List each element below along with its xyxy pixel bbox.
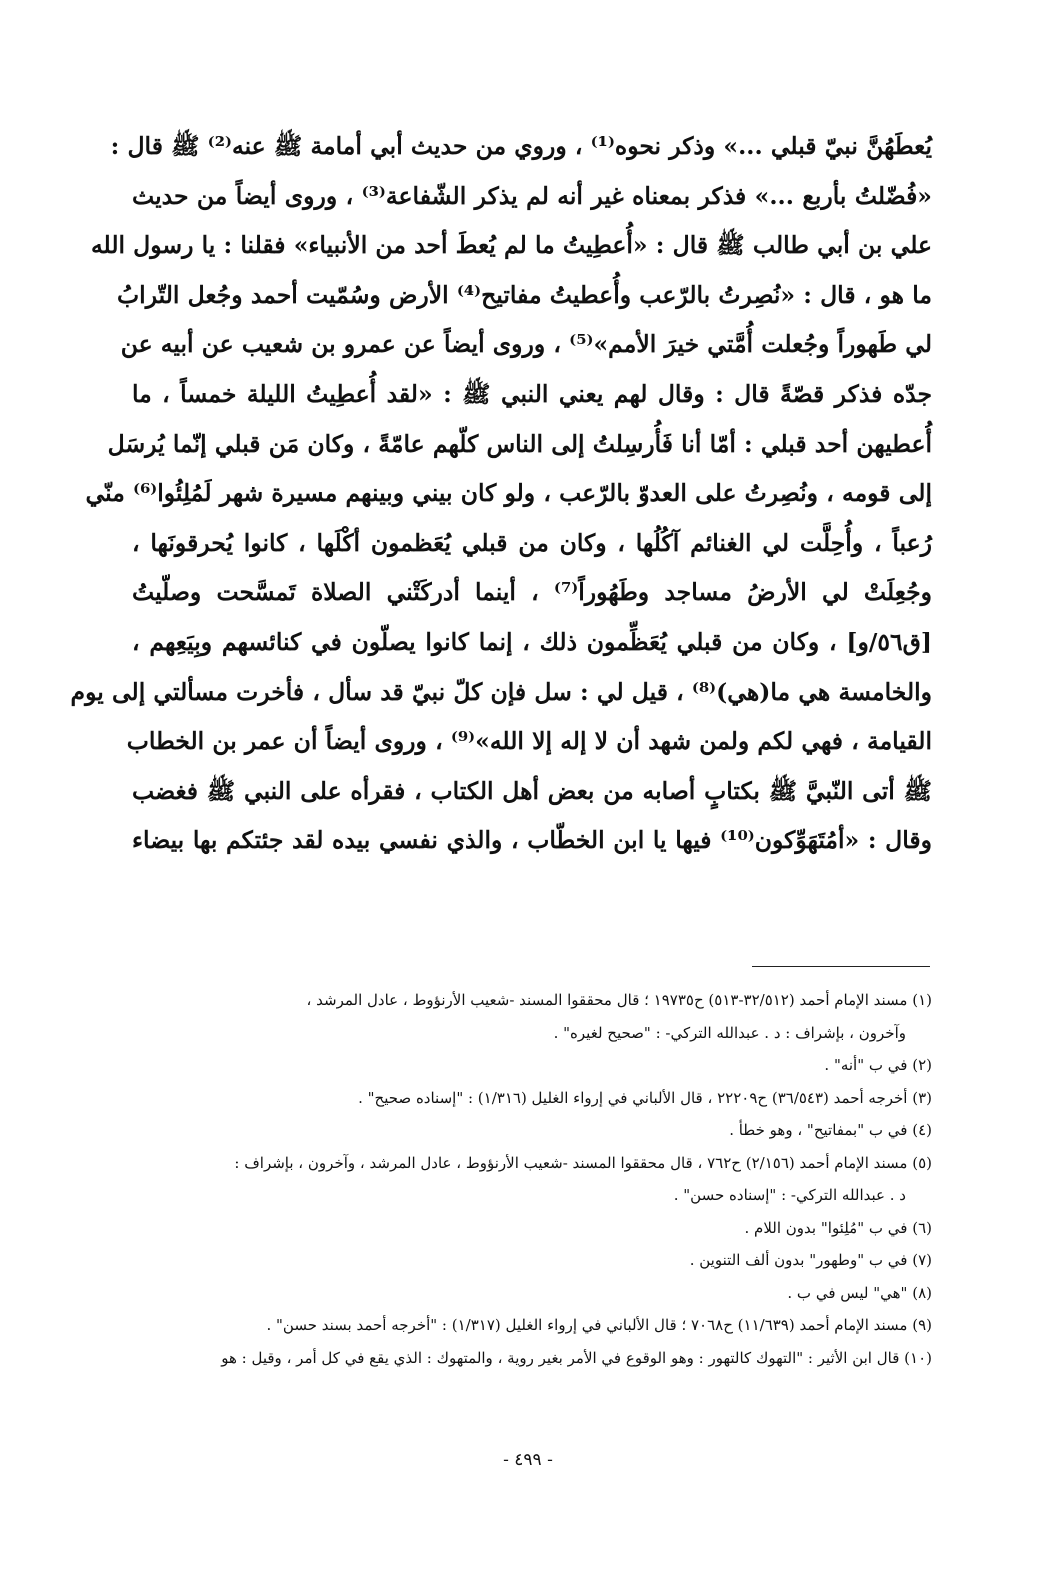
main-text [70, 122, 932, 866]
text-line: «فُضّلتُ بأربع ...» فذكر بمعناه غير أنه لم يذكر الشّفاعة⁽³⁾ ، وروى أيضاً من حديث [132, 181, 932, 210]
footnote-continuation: وآخرون ، بإشراف : د . عبدالله التركي- : "صحيح لغيره" . [553, 1023, 906, 1042]
text-line: علي بن أبي طالب ﷺ قال : «أُعطِيتُ ما لم يُعطَ أحد من الأنبياء» فقلنا : يا رسول الله [90, 231, 932, 260]
footnote: (٥) مسند الإمام أحمد (٢/١٥٦) ح٧٦٢ ، قال محققوا المسند -شعيب الأرنؤوط ، عادل المرشد ، وآخرون ، بإشراف : [234, 1153, 932, 1172]
footnote: (٦) في ب "مُلِئوا" بدون اللام . [744, 1218, 932, 1237]
text-line: والخامسة هي ما(هي)⁽⁸⁾ ، قيل لي : سل فإن كلّ نبيّ قد سأل ، فأخرت مسألتي إلى يوم [70, 677, 932, 706]
footnote-divider [752, 966, 930, 967]
text-line: جدّه فذكر قصّةً قال : وقال لهم يعني النبي ﷺ : «لقد أُعطِيتُ الليلة خمساً ، ما [132, 379, 932, 408]
text-line: أُعطيهن أحد قبلي : أمّا أنا فَأُرسِلتُ إلى الناس كلّهم عامّةً ، وكان مَن قبلي إنّما يُرسَل [107, 429, 932, 458]
footnote: (٢) في ب "أنه" . [824, 1056, 932, 1074]
page-number: - ٤٩٩ - [503, 1450, 553, 1470]
footnote: (٨) "هي" ليس في ب . [787, 1283, 932, 1302]
text-line: ﷺ أتى النّبيَّ ﷺ بكتابٍ أصابه من بعض أهل الكتاب ، فقرأه على النبي ﷺ فغضب [132, 776, 932, 805]
text-line: القيامة ، فهي لكم ولمن شهد أن لا إله إلا الله»⁽⁹⁾ ، وروى أيضاً أن عمر بن الخطاب [126, 727, 932, 756]
text-line: رُعباً ، وأُحِلَّت لي الغنائم آكُلُها ، وكان من قبلي يُعَظمون أكْلَها ، كانوا يُحرقونَها ، [132, 528, 932, 557]
text-line: [ق٥٦/و] ، وكان من قبلي يُعَظِّمون ذلك ، إنما كانوا يصلّون في كنائسهم وبِيَعِهم ، [132, 627, 932, 656]
footnote: (١٠) قال ابن الأثير : "التهوك كالتهور : وهو الوقوع في الأمر بغير روية ، والمتهوك : الذي يقع في كل أمر ، وقيل : هو [221, 1348, 932, 1367]
text-line: لي طَهوراً وجُعلت أُمَّتي خيرَ الأمم»⁽⁵⁾ ، وروى أيضاً عن عمرو بن شعيب عن أبيه عن [120, 330, 932, 359]
text-line: وقال : «أمُتَهَوِّكون⁽¹⁰⁾ فيها يا ابن الخطّاب ، والذي نفسي بيده لقد جئتكم بها بيضاء [132, 826, 932, 855]
text-line: إلى قومه ، ونُصِرتُ على العدوّ بالرّعب ، ولو كان بيني وبينهم مسيرة شهر لَمُلِئُوا⁽⁶⁾ منّي [85, 479, 932, 508]
footnote: (٤) في ب "بمفاتيح" ، وهو خطأ . [729, 1121, 932, 1139]
footnote-continuation: د . عبدالله التركي- : "إسناده حسن" . [673, 1186, 906, 1204]
text-line: ما هو ، قال : «نُصِرتُ بالرّعب وأُعطيتُ مفاتيح⁽⁴⁾ الأرض وسُمّيت أحمد وجُعل التّرابُ [117, 280, 932, 309]
footnote: (١) مسند الإمام أحمد (٣٢/٥١٢-٥١٣) ح١٩٧٣٥ ؛ قال محققوا المسند -شعيب الأرنؤوط ، عادل المرشد ، [306, 991, 932, 1009]
text-line: وجُعِلَتْ لي الأرضُ مساجد وطَهُوراً⁽⁷⁾ ، أينما أدركَتْني الصلاة تَمسَّحت وصلّيتُ [132, 578, 932, 607]
footnote: (٧) في ب "وطهور" بدون ألف التنوين . [689, 1251, 932, 1269]
footnote: (٩) مسند الإمام أحمد (١١/٦٣٩) ح٧٠٦٨ ؛ قال الألباني في إرواء الغليل (١/٣١٧) : "أخرجه أحمد بسند حسن" . [266, 1316, 932, 1334]
footnotes [120, 984, 932, 1374]
text-line: يُعطَهُنَّ نبيّ قبلي ...» وذكر نحوه⁽¹⁾ ، وروي من حديث أبي أمامة ﷺ عنه⁽²⁾ ﷺ قال : [110, 132, 932, 160]
footnote: (٣) أخرجه أحمد (٣٦/٥٤٣) ح٢٢٢٠٩ ، قال الألباني في إرواء الغليل (١/٣١٦) : "إسناده صحيح" . [358, 1088, 932, 1107]
